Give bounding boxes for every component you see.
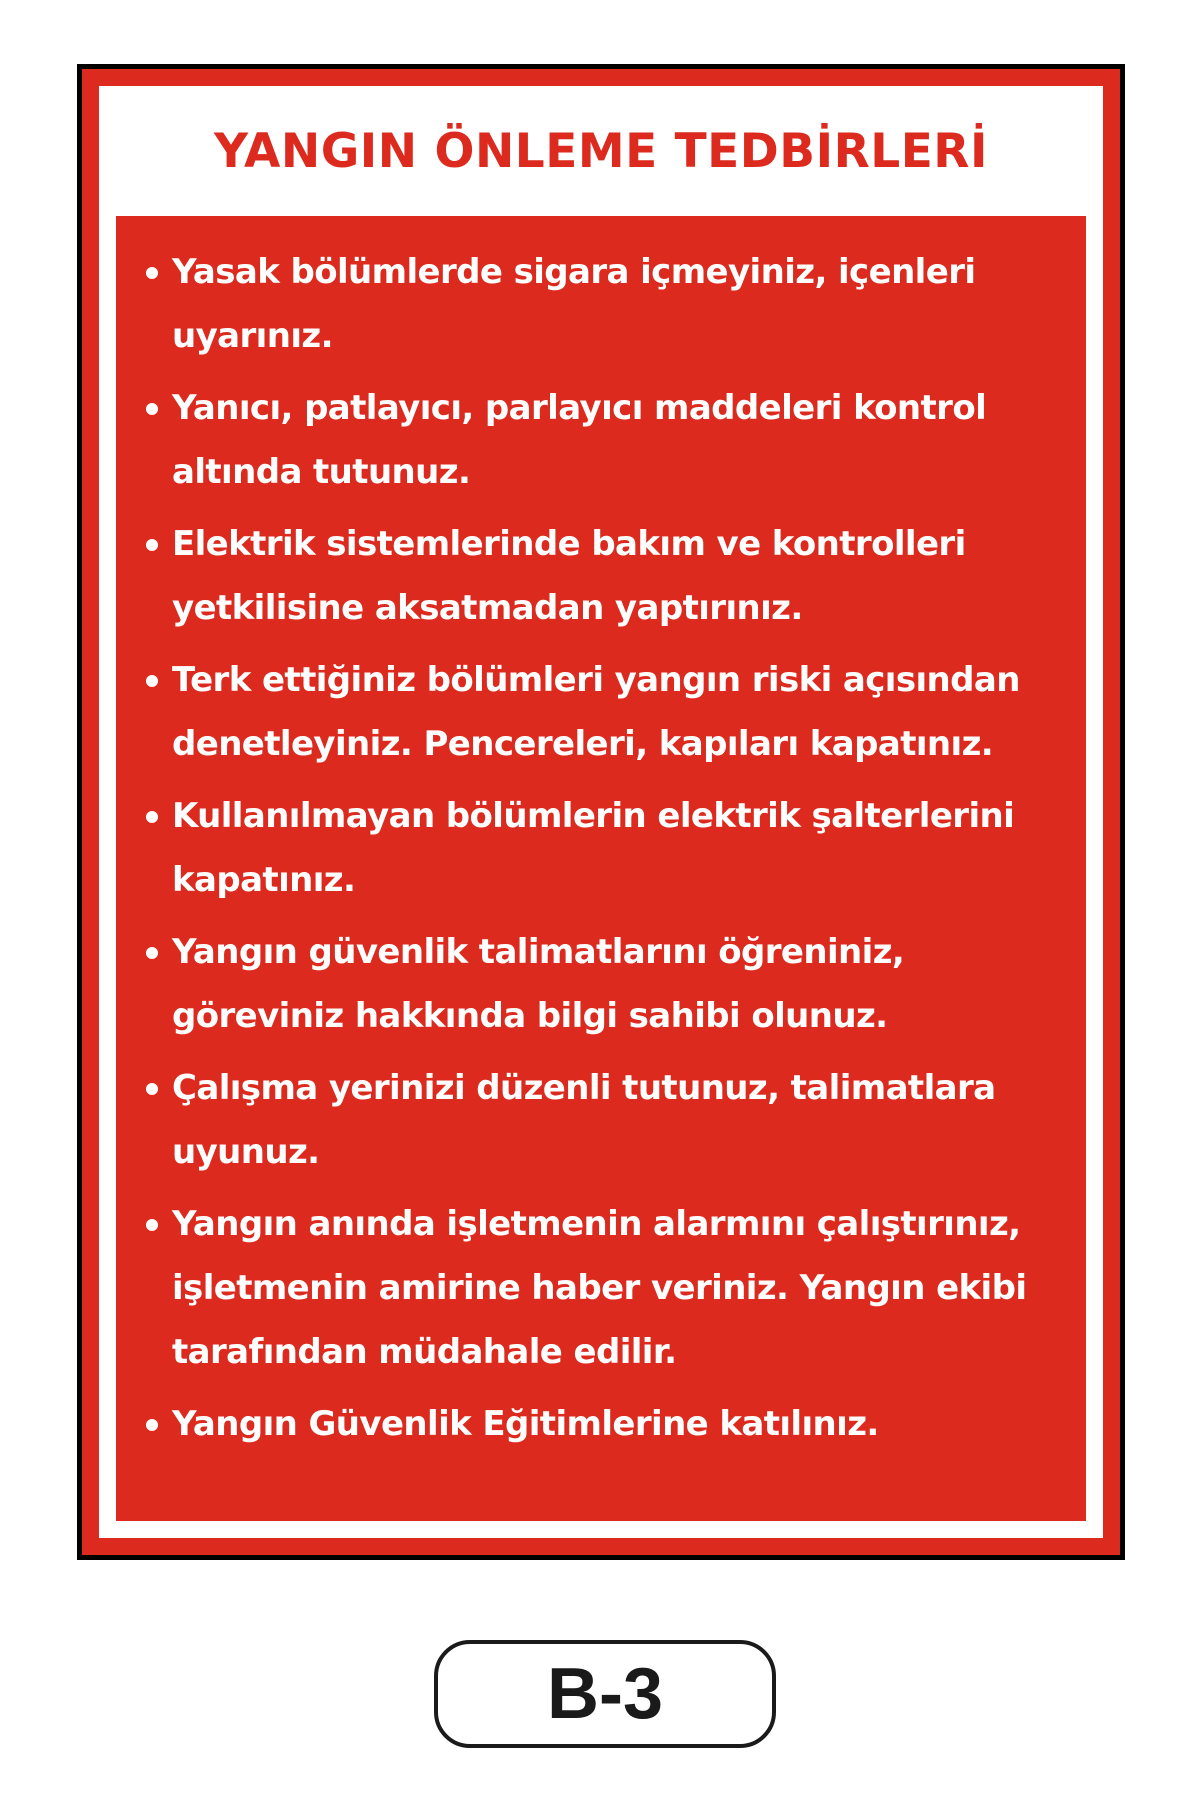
sign-white-frame — [99, 86, 1103, 1538]
sign-outer-red-border — [82, 69, 1120, 1555]
rule-item-7: Çalışma yerinizi düzenli tutunuz, talimatlara uyunuz. — [134, 1056, 1068, 1184]
rule-item-9: Yangın Güvenlik Eğitimlerine katılınız. — [134, 1392, 1068, 1456]
sign-title: YANGIN ÖNLEME TEDBİRLERİ — [213, 123, 988, 179]
fire-prevention-sign — [77, 64, 1125, 1560]
rule-list — [134, 240, 1068, 1456]
sign-code-badge: B-3 — [434, 1640, 776, 1748]
rule-item-3: Elektrik sistemlerinde bakım ve kontrolleri yetkilisine aksatmadan yaptırınız. — [134, 512, 1068, 640]
rule-item-4: Terk ettiğiniz bölümleri yangın riski açısından denetleyiniz. Pencereleri, kapıları kapatınız. — [134, 648, 1068, 776]
rule-item-1: Yasak bölümlerde sigara içmeyiniz, içenleri uyarınız. — [134, 240, 1068, 368]
rule-item-8: Yangın anında işletmenin alarmını çalıştırınız, işletmenin amirine haber veriniz. Yangın ekibi tarafından müdahale edilir. — [134, 1192, 1068, 1384]
rule-item-2: Yanıcı, patlayıcı, parlayıcı maddeleri kontrol altında tutunuz. — [134, 376, 1068, 504]
rule-item-5: Kullanılmayan bölümlerin elektrik şalterlerini kapatınız. — [134, 784, 1068, 912]
rule-item-6: Yangın güvenlik talimatlarını öğreniniz, göreviniz hakkında bilgi sahibi olunuz. — [134, 920, 1068, 1048]
sign-body — [116, 216, 1086, 1521]
